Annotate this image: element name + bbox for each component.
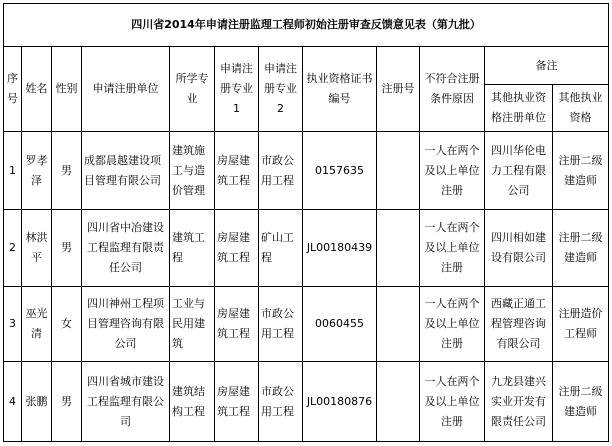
header-row-1 [4,47,609,85]
cell-reg-major1: 房屋建筑工程 [215,132,259,210]
cell-other-qual: 注册二级建造师 [553,132,609,210]
cell-seq: 2 [4,210,22,287]
table-row [4,132,609,210]
cell-seq: 4 [4,362,22,442]
cell-name: 张鹏 [22,362,52,442]
header-other-qual: 其他执业资格 [553,85,609,132]
cell-other-qual: 注册二级建造师 [553,362,609,442]
cell-reg-major1: 房屋建筑工程 [215,362,259,442]
cell-seq: 3 [4,287,22,362]
cell-major: 建筑工程 [170,210,215,287]
cell-reg-no [377,362,420,442]
cell-reason: 一人在两个及以上单位注册 [420,287,485,362]
cell-reg-major2: 市政公用工程 [259,287,303,362]
cell-reg-major2: 市政公用工程 [259,362,303,442]
header-major: 所学专业 [170,47,215,132]
cell-major: 工业与民用建筑 [170,287,215,362]
cell-reg-major1: 房屋建筑工程 [215,210,259,287]
header-seq: 序号 [4,47,22,132]
table-row [4,287,609,362]
cell-reg-no [377,287,420,362]
table-title: 四川省2014年申请注册监理工程师初始注册审查反馈意见表（第九批） [4,4,609,47]
cell-other-unit: 西藏正通工程管理咨询有限公司 [485,287,553,362]
cell-reg-major1: 房屋建筑工程 [215,287,259,362]
cell-reason: 一人在两个及以上单位注册 [420,132,485,210]
cell-other-unit: 九龙县建兴实业开发有限责任公司 [485,362,553,442]
header-unit: 申请注册单位 [82,47,170,132]
cell-reason: 一人在两个及以上单位注册 [420,210,485,287]
title-row [4,4,609,47]
cell-name: 罗孝泽 [22,132,52,210]
cell-unit: 成都晨越建设项目管理有限公司 [82,132,170,210]
cell-gender: 女 [52,287,82,362]
cell-major: 建筑施工与造价管理 [170,132,215,210]
cell-other-unit: 四川相如建设有限公司 [485,210,553,287]
cell-cert-no: 0157635 [303,132,377,210]
cell-other-qual: 注册造价工程师 [553,287,609,362]
cell-cert-no: JL00180876 [303,362,377,442]
header-other-unit: 其他执业资格注册单位 [485,85,553,132]
cell-cert-no: JL00180439 [303,210,377,287]
cell-reg-major2: 市政公用工程 [259,132,303,210]
cell-reason: 一人在两个及以上单位注册 [420,362,485,442]
cell-reg-major2: 矿山工程 [259,210,303,287]
cell-other-qual: 注册二级建造师 [553,210,609,287]
header-reason: 不符合注册条件原因 [420,47,485,132]
table-row [4,362,609,442]
cell-unit: 四川省城市建设工程监理有限公司 [82,362,170,442]
cell-name: 巫光清 [22,287,52,362]
cell-gender: 男 [52,362,82,442]
cell-reg-no [377,132,420,210]
cell-unit: 四川神州工程项目管理咨询有限公司 [82,287,170,362]
cell-gender: 男 [52,132,82,210]
feedback-table [3,3,609,442]
header-reg-major2: 申请注册专业2 [259,47,303,132]
cell-major: 建筑结构工程 [170,362,215,442]
cell-reg-no [377,210,420,287]
header-name: 姓名 [22,47,52,132]
header-reg-no: 注册号 [377,47,420,132]
cell-name: 林洪平 [22,210,52,287]
cell-cert-no: 0060455 [303,287,377,362]
header-cert-no: 执业资格证书编号 [303,47,377,132]
cell-seq: 1 [4,132,22,210]
header-gender: 性别 [52,47,82,132]
header-remarks: 备注 [485,47,609,85]
cell-unit: 四川省中冶建设工程监理有限责任公司 [82,210,170,287]
cell-gender: 男 [52,210,82,287]
header-reg-major1: 申请注册专业1 [215,47,259,132]
cell-other-unit: 四川华伦电力工程有限公司 [485,132,553,210]
table-row [4,210,609,287]
